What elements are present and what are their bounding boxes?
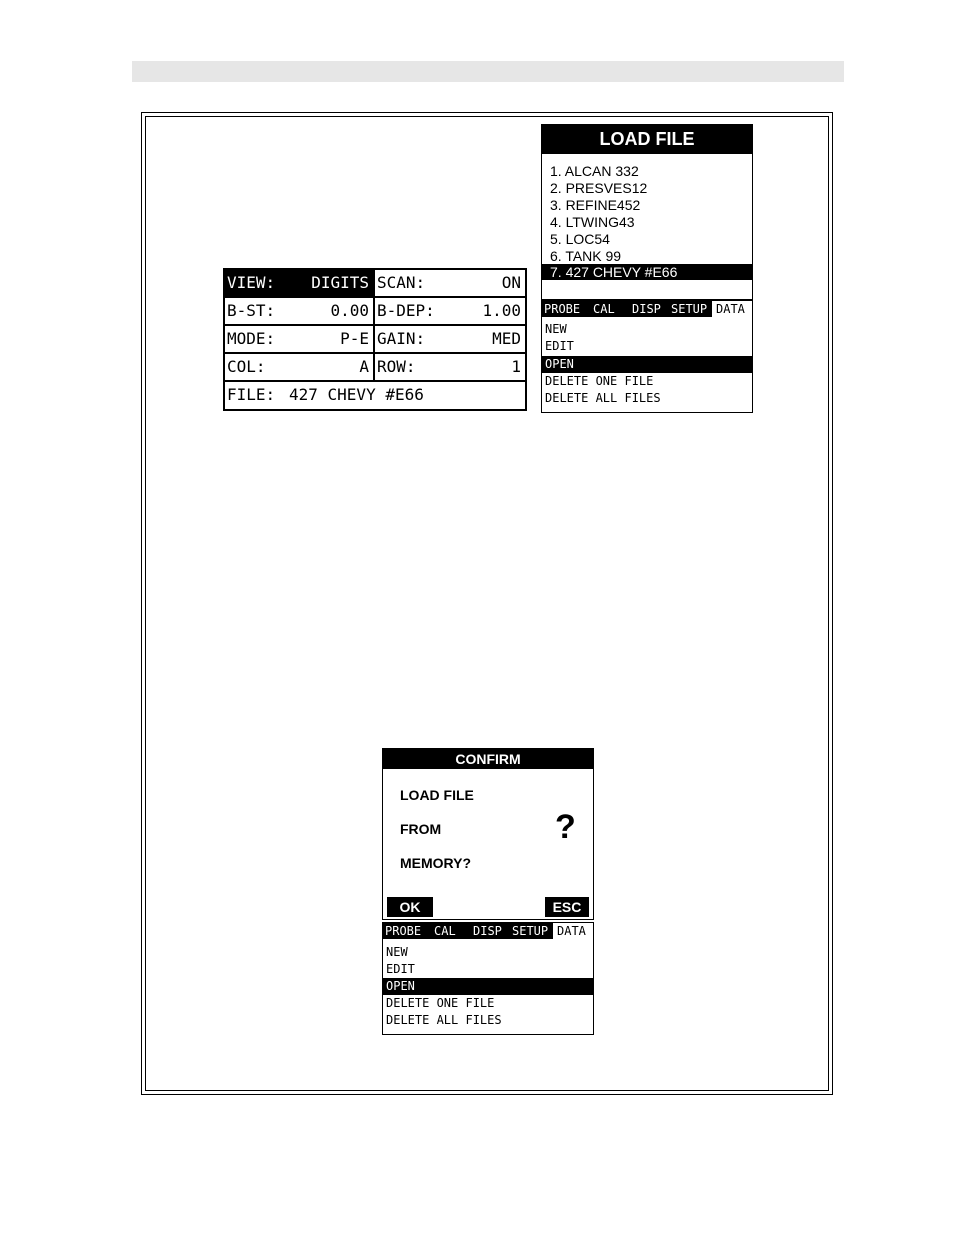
scan-value: ON	[501, 273, 521, 292]
menu-item-delete-one-file[interactable]: DELETE ONE FILE	[545, 374, 654, 388]
tab-disp[interactable]: DISP	[473, 924, 502, 938]
menu-item-new[interactable]: NEW	[545, 322, 567, 336]
menu-item-open[interactable]: OPEN	[542, 356, 752, 373]
gain-value: MED	[492, 329, 521, 348]
confirm-dialog	[382, 748, 594, 920]
page-header-bar	[132, 61, 844, 82]
view-setting[interactable]	[225, 270, 375, 296]
confirm-line-from: FROM	[400, 821, 442, 837]
file-value: 427 CHEVY #E66	[289, 385, 424, 404]
tab-cal[interactable]: CAL	[434, 924, 456, 938]
status-row	[225, 354, 525, 382]
b-start-label: B-ST:	[227, 301, 276, 320]
tab-probe[interactable]: PROBE	[544, 302, 581, 316]
menu-item-edit[interactable]: EDIT	[386, 962, 415, 976]
file-list-item[interactable]: 2. PRESVES12	[550, 180, 648, 196]
tab-data[interactable]: DATA	[716, 302, 745, 316]
row-value: 1	[511, 357, 521, 376]
menu-item-delete-all-files[interactable]: DELETE ALL FILES	[386, 1013, 502, 1027]
view-value: DIGITS	[311, 273, 369, 292]
b-start-value: 0.00	[330, 301, 369, 320]
menu-item-new[interactable]: NEW	[386, 945, 408, 959]
confirm-title: CONFIRM	[383, 749, 593, 769]
file-list-item[interactable]: 3. REFINE452	[550, 197, 641, 213]
scan-label: SCAN:	[377, 273, 426, 292]
gain-setting[interactable]	[375, 326, 525, 352]
confirm-line-load-file: LOAD FILE	[400, 787, 474, 803]
gain-label: GAIN:	[377, 329, 426, 348]
status-grid	[223, 268, 527, 411]
column-setting[interactable]	[225, 354, 375, 380]
mode-label: MODE:	[227, 329, 276, 348]
load-file-title: LOAD FILE	[542, 125, 752, 154]
b-depth-setting[interactable]	[375, 298, 525, 324]
tab-data[interactable]: DATA	[557, 924, 586, 938]
question-mark-icon: ?	[555, 808, 576, 846]
status-row-file	[225, 382, 525, 410]
tab-setup[interactable]: SETUP	[512, 924, 549, 938]
column-label: COL:	[227, 357, 266, 376]
tab-disp[interactable]: DISP	[632, 302, 661, 316]
menu-item-delete-all-files[interactable]: DELETE ALL FILES	[545, 391, 661, 405]
status-row	[225, 326, 525, 354]
file-list-item[interactable]: 6. TANK 99	[550, 248, 622, 264]
menu-tab-bar	[383, 923, 593, 939]
menu-item-open[interactable]: OPEN	[383, 978, 593, 995]
tab-probe[interactable]: PROBE	[385, 924, 422, 938]
file-setting[interactable]	[225, 382, 525, 408]
column-value: A	[359, 357, 369, 376]
confirm-line-memory: MEMORY?	[400, 855, 472, 871]
menu-item-edit[interactable]: EDIT	[545, 339, 574, 353]
scan-setting[interactable]	[375, 270, 525, 296]
b-depth-value: 1.00	[482, 301, 521, 320]
row-label: ROW:	[377, 357, 416, 376]
file-list-item[interactable]: 5. LOC54	[550, 231, 610, 247]
menu-item-delete-one-file[interactable]: DELETE ONE FILE	[386, 996, 495, 1010]
status-row	[225, 270, 525, 298]
tab-cal[interactable]: CAL	[593, 302, 615, 316]
row-setting[interactable]	[375, 354, 525, 380]
b-start-setting[interactable]	[225, 298, 375, 324]
load-file-panel	[541, 124, 753, 300]
status-row	[225, 298, 525, 326]
mode-value: P-E	[340, 329, 369, 348]
mode-setting[interactable]	[225, 326, 375, 352]
esc-button[interactable]: ESC	[545, 897, 589, 917]
file-list-item[interactable]: 1. ALCAN 332	[550, 163, 639, 179]
data-menu-panel-confirm	[382, 922, 594, 1035]
file-label: FILE:	[227, 385, 276, 404]
menu-tab-bar	[542, 301, 752, 317]
file-list-item-selected[interactable]: 7. 427 CHEVY #E66	[542, 264, 752, 280]
ok-button[interactable]: OK	[387, 897, 433, 917]
data-menu-panel	[541, 300, 753, 413]
tab-setup[interactable]: SETUP	[671, 302, 708, 316]
b-depth-label: B-DEP:	[377, 301, 435, 320]
view-label: VIEW:	[227, 273, 276, 292]
file-list-item[interactable]: 4. LTWING43	[550, 214, 635, 230]
